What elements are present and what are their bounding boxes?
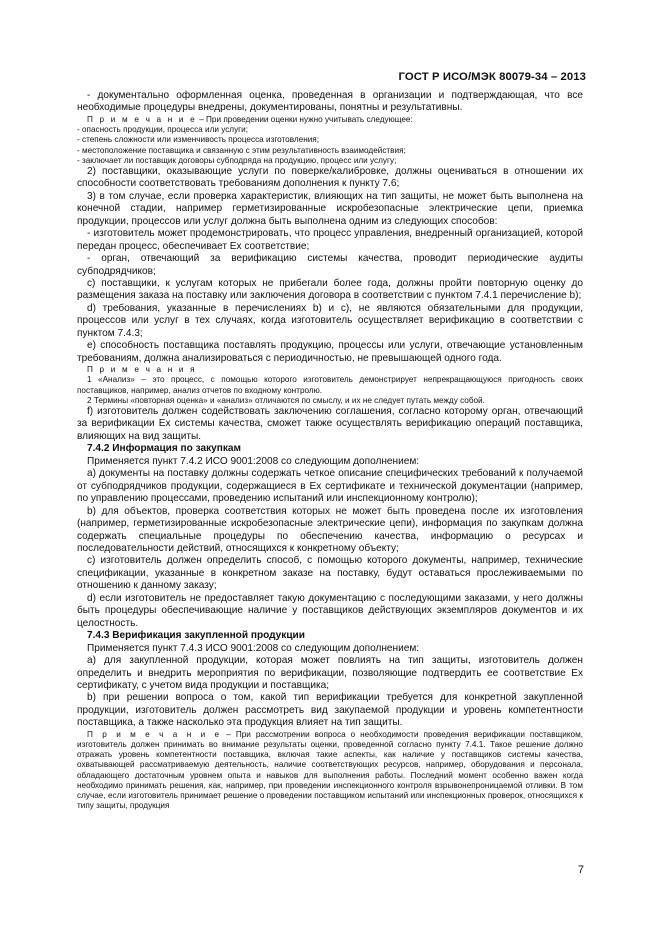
note-text: – При рассмотрении вопроса о необходимости проведения верификации поставщиком, изготовитель должен принимать во внимание результаты оценки, проведенной согласно пункту 7.4.1. Такое решение должно отражать уровень компетентности поставщика, включая такие аспекты, как наличие у поставщиков системы качества, охватывающей рассматриваемую деятельность, наличие соответствующих ресурсов, например, оборудования и персонала, обладающего достаточным уровнем опыта и навыков для выполнения работы. Последний момент особенно важен когда необходимо принимать решения, как, например, при проведении инспекционного контроля взрывонепроницаемой отливки. В том случае, если изготовитель принимает решение о проведении поставщиком испытаний или инспекционных проверок, относящихся к типу защиты, продукция — [77, 729, 583, 811]
paragraph: b) для объектов, проверка соответствия которых не может быть проведена после их изготовления (например, герметизированные искробезопасные электрические цепи), информация по закупкам должна содержать специальные процедуры по обеспечению качества, информацию о ресурсах и последовательности действий, относящихся к конкретному объекту; — [77, 505, 583, 554]
paragraph: Применяется пункт 7.4.3 ИСО 9001:2008 со следующим дополнением: — [87, 642, 420, 654]
paragraph: d) если изготовитель не предоставляет такую документацию с последующими заказами, у него должны быть процедуры обеспечивающие наличие у поставщиков действующих экземпляров документов и их целостность. — [77, 592, 583, 629]
paragraph: b) при решении вопроса о том, какой тип верификации требуется для конкретной закупленной продукции, изготовитель должен рассмотреть вид закупаемой продукции и уровень компетентности поставщика, а также насколько эта продукция влияет на тип защиты. — [77, 692, 583, 729]
note-item: - степень сложности или изменчивость процесса изготовления; — [77, 135, 320, 145]
note-label: П р и м е ч а н и е — [87, 729, 222, 739]
section-heading-7-4-3: 7.4.3 Верификация закупленной продукции — [87, 630, 305, 642]
note-text: – При проведении оценки нужно учитывать следующее: — [196, 114, 413, 124]
paragraph: с) изготовитель должен определить способ, с помощью которого документы, например, технические спецификации, указанные в конкретном заказе на поставку, будут оставаться прослеживаемыми по отношению к данному заказу; — [77, 555, 583, 592]
note — [77, 115, 583, 125]
notes-label-text: П р и м е ч а н и я — [87, 365, 197, 375]
paragraph: - орган, отвечающий за верификацию системы качества, проводит периодические аудиты субподрядчиков; — [77, 253, 583, 277]
note-item: - заключает ли поставщик договоры субподряда на продукцию, процесс или услугу; — [77, 155, 397, 165]
note — [77, 730, 583, 812]
paragraph: 2) поставщики, оказывающие услуги по поверке/калибровке, должны оцениваться в отношении их способности соответствовать требованиям дополнения к пункту 7.6; — [77, 165, 583, 190]
paragraph: - изготовитель может продемонстрировать, что процесс управления, внедренный организацией, которой передан процесс, обеспечивает Ех соответствие; — [77, 228, 583, 252]
notes-label — [77, 365, 583, 375]
paragraph: а) для закупленной продукции, которая может повлиять на тип защиты, изготовитель должен определить и внедрить мероприятия по верификации, позволяющие подтвердить ее соответствие Ех сертификату, с учетом вида продукции и поставщика; — [77, 655, 583, 691]
paragraph: е) способность поставщика поставлять продукцию, процессы или услуги, отвечающие установленным требованиям, должна анализироваться с периодичностью, не превышающей одного года. — [77, 340, 583, 364]
paragraph: Применяется пункт 7.4.2 ИСО 9001:2008 со следующим дополнением: — [87, 455, 420, 467]
document-header: ГОСТ Р ИСО/МЭК 80079-34 – 2013 — [398, 71, 586, 83]
note-1: 1 «Анализ» – это процесс, с помощью которого изготовитель демонстрирует непрекращающуюся пригодность своих поставщиков, например, анализ отчетов по входному контролю. — [77, 375, 583, 395]
paragraph: с) поставщики, к услугам которых не прибегали более года, должны пройти повторную оценку до размещения заказа на поставку или заключения договора в соответствии с пунктом 7.4.1 перечисление b); — [77, 278, 583, 302]
note-item: - местоположение поставщика и связанную с этим результативность взаимодействия; — [77, 145, 406, 155]
page-number: 7 — [577, 864, 584, 876]
section-heading-7-4-2: 7.4.2 Информация по закупкам — [87, 443, 242, 455]
note-label: П р и м е ч а н и е — [87, 114, 197, 124]
paragraph: 3) в том случае, если проверка характеристик, влияющих на тип защиты, не может быть выполнена на конечной стадии, например герметизированные искробезопасные электрические цепи, приемка продукции, процессов или услуг должна быть выполнена одним из следующих способов: — [77, 190, 583, 227]
page-content — [77, 90, 583, 811]
paragraph: d) требования, указанные в перечислениях b) и с), не являются обязательными для продукции, процессов или услуг в тех случаях, когда изготовитель осуществляет верификацию в соответствии с пунктом 7.4.3; — [77, 302, 583, 339]
note-item: - опасность продукции, процесса или услуги; — [77, 125, 249, 135]
paragraph: - документально оформленная оценка, проведенная в организации и подтверждающая, что все необходимые процедуры внедрены, документированы, понятны и результативны. — [77, 90, 583, 114]
paragraph: f) изготовитель должен содействовать заключению соглашения, согласно которому орган, отвечающий за верификации Ех системы качества, сможет также осуществлять верификацию операций поставщика, влияющих на вид защиты. — [77, 405, 583, 442]
note-2: 2 Термины «повторная оценка» и «анализ» отличаются по смыслу, и их не следует путать между собой. — [87, 395, 485, 405]
paragraph: а) документы на поставку должны содержать четкое описание специфических требований к получаемой от субподрядчиков продукции, содержащиеся в Ех сертификате и технической документации (например, по управлению процессами, проведению испытаний или инспекционному контролю); — [77, 468, 583, 505]
